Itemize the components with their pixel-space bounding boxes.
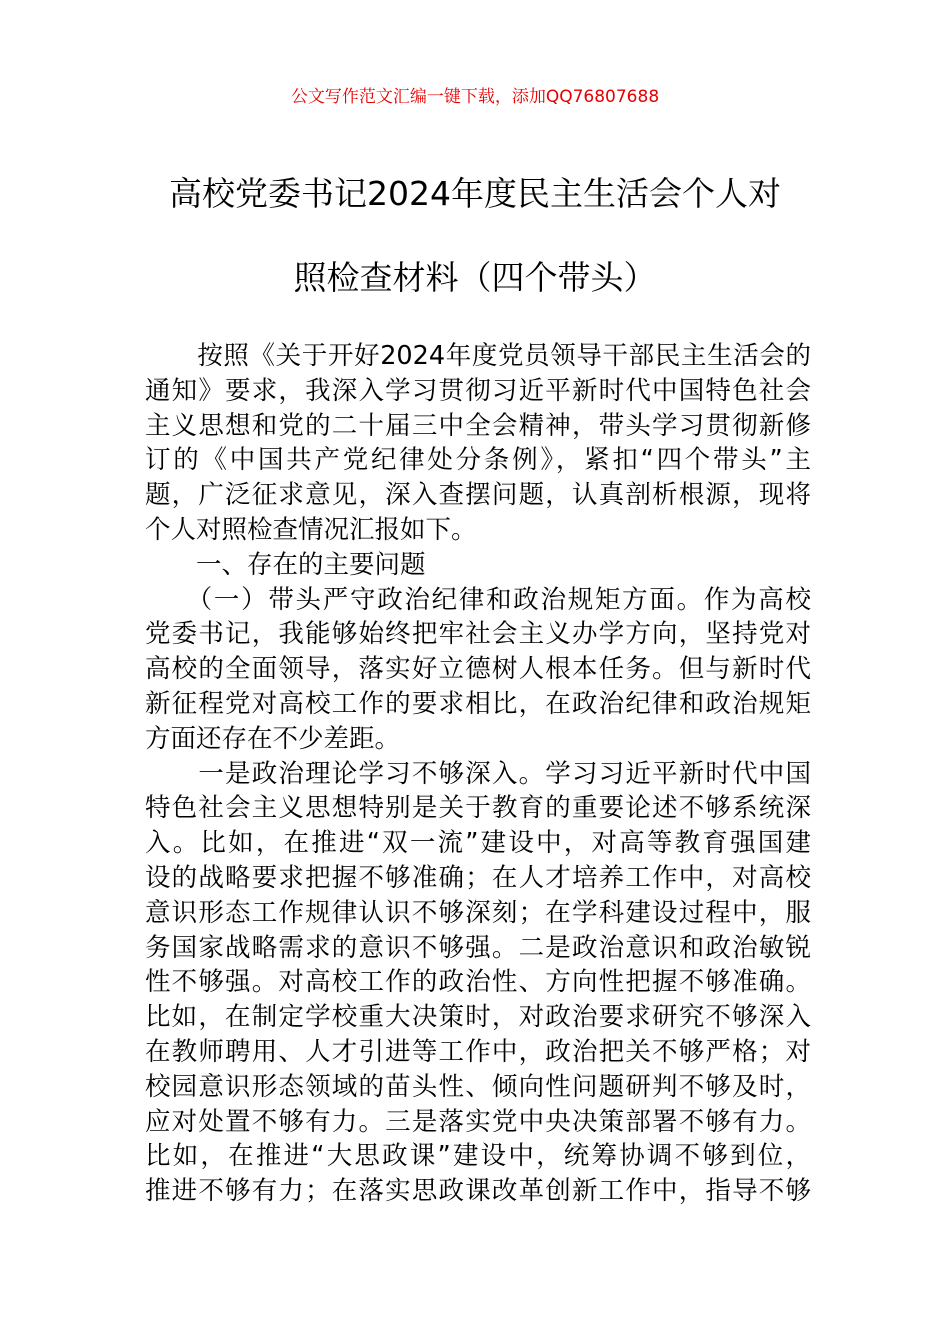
body-line: 校园意识形态领域的苗头性、倾向性问题研判不够及时， [145,1071,811,1102]
document-body [145,339,811,1209]
body-line: 设的战略要求把握不够准确；在人才培养工作中，对高校 [145,862,811,893]
download-notice: 公文写作范文汇编一键下载，添加QQ76807688 [290,87,660,107]
body-line: 推进不够有力；在落实思政课改革创新工作中，指导不够 [145,1176,811,1207]
body-line: 入。比如，在推进“双一流”建设中，对高等教育强国建 [145,828,811,859]
body-line: 题，广泛征求意见，深入查摆问题，认真剖析根源，现将 [145,480,811,511]
body-line: 特色社会主义思想特别是关于教育的重要论述不够系统深 [145,793,811,824]
body-line: 个人对照检查情况汇报如下。 [145,514,477,545]
section-heading: 一、存在的主要问题 [145,549,426,580]
body-line: 应对处置不够有力。三是落实党中央决策部署不够有力。 [145,1106,811,1137]
document-title [110,152,840,320]
body-line: 务国家战略需求的意识不够强。二是政治意识和政治敏锐 [145,932,811,963]
body-line: 比如，在制定学校重大决策时，对政治要求研究不够深入 [145,1002,811,1033]
title-line-1: 高校党委书记2024年度民主生活会个人对 [169,174,781,213]
body-line: 一是政治理论学习不够深入。学习习近平新时代中国 [145,758,811,789]
body-line: 比如，在推进“大思政课”建设中，统筹协调不够到位， [145,1141,811,1172]
body-line: 在教师聘用、人才引进等工作中，政治把关不够严格；对 [145,1036,811,1067]
body-line: 高校的全面领导，落实好立德树人根本任务。但与新时代 [145,654,811,685]
body-line: 按照《关于开好2024年度党员领导干部民主生活会的 [145,341,811,371]
body-line: 党委书记，我能够始终把牢社会主义办学方向，坚持党对 [145,619,811,650]
body-line: 意识形态工作规律认识不够深刻；在学科建设过程中，服 [145,897,811,928]
body-line: 主义思想和党的二十届三中全会精神，带头学习贯彻新修 [145,410,811,441]
title-line-2: 照检查材料（四个带头） [293,258,657,297]
body-line: 方面还存在不少差距。 [145,723,401,754]
body-line: 新征程党对高校工作的要求相比，在政治纪律和政治规矩 [145,688,811,719]
body-line: （一）带头严守政治纪律和政治规矩方面。作为高校 [145,584,811,615]
body-line: 性不够强。对高校工作的政治性、方向性把握不够准确。 [145,967,811,998]
body-line: 通知》要求，我深入学习贯彻习近平新时代中国特色社会 [145,375,811,406]
body-line: 订的《中国共产党纪律处分条例》，紧扣“四个带头”主 [145,445,811,476]
